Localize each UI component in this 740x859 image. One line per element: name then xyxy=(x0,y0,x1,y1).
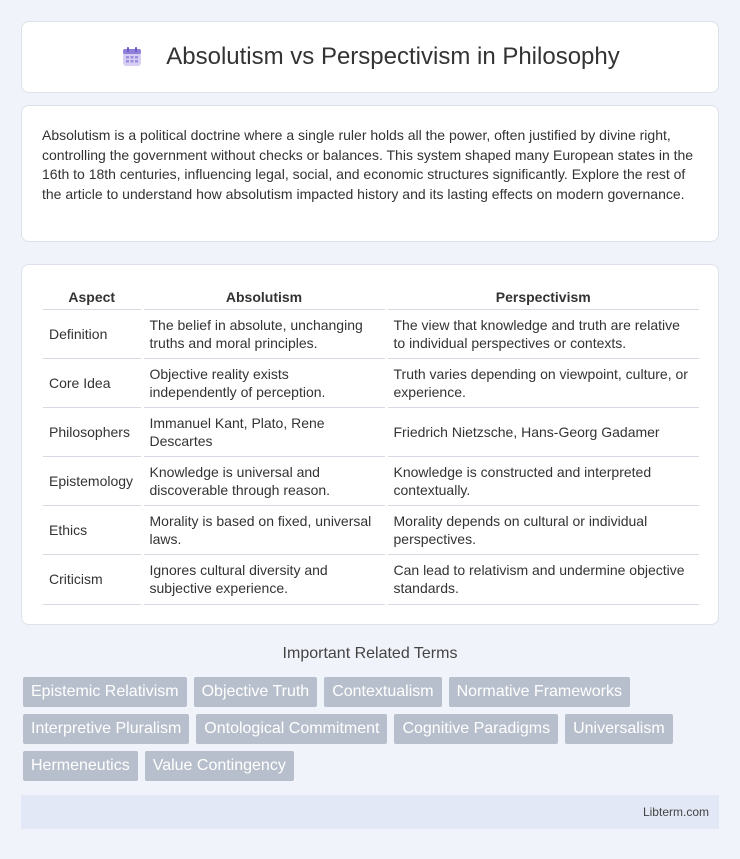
comparison-table xyxy=(43,285,699,605)
table-cell: Philosophers xyxy=(43,407,142,456)
related-term-tag[interactable]: Cognitive Paradigms xyxy=(394,714,558,744)
table-cell: Morality is based on fixed, universal laws. xyxy=(142,505,386,554)
column-header: Absolutism xyxy=(142,285,386,309)
table-cell: Immanuel Kant, Plato, Rene Descartes xyxy=(142,407,386,456)
related-terms-list xyxy=(23,677,723,788)
table-row xyxy=(43,309,699,358)
table-row xyxy=(43,358,699,407)
table-cell: Friedrich Nietzsche, Hans-Georg Gadamer xyxy=(386,407,699,456)
table-cell: Core Idea xyxy=(43,358,142,407)
table-cell: Knowledge is universal and discoverable through reason. xyxy=(142,456,386,505)
table-header-row xyxy=(43,285,699,309)
table-cell: The belief in absolute, unchanging truths and moral principles. xyxy=(142,309,386,358)
column-header: Perspectivism xyxy=(386,285,699,309)
table-cell: Morality depends on cultural or individual perspectives. xyxy=(386,505,699,554)
related-term-tag[interactable]: Objective Truth xyxy=(194,677,318,707)
table-row xyxy=(43,456,699,505)
related-term-tag[interactable]: Epistemic Relativism xyxy=(23,677,187,707)
related-term-tag[interactable]: Value Contingency xyxy=(145,751,294,781)
table-row xyxy=(43,554,699,604)
intro-text: Absolutism is a political doctrine where a single ruler holds all the power, often justified by divine right, controlling the government without checks or balances. This system shaped many European states in the 16th to 18th centuries, influencing legal, social, and economic structures significantly. Explore the rest of the article to understand how absolutism impacted history and its lasting effects on modern governance. xyxy=(42,127,694,202)
table-cell: Objective reality exists independently of perception. xyxy=(142,358,386,407)
related-term-tag[interactable]: Normative Frameworks xyxy=(449,677,630,707)
footer xyxy=(21,795,719,829)
related-term-tag[interactable]: Contextualism xyxy=(324,677,441,707)
page-title: Absolutism vs Perspectivism in Philosophy xyxy=(166,43,620,70)
intro-card xyxy=(21,105,719,242)
table-cell: Knowledge is constructed and interpreted contextually. xyxy=(386,456,699,505)
related-term-tag[interactable]: Hermeneutics xyxy=(23,751,138,781)
table-row xyxy=(43,407,699,456)
related-term-tag[interactable]: Ontological Commitment xyxy=(196,714,387,744)
table-cell: Ignores cultural diversity and subjective experience. xyxy=(142,554,386,604)
related-term-tag[interactable]: Universalism xyxy=(565,714,673,744)
column-header: Aspect xyxy=(43,285,142,309)
comparison-card xyxy=(21,264,719,625)
table-cell: Epistemology xyxy=(43,456,142,505)
calendar-icon xyxy=(120,45,144,69)
table-cell: The view that knowledge and truth are relative to individual perspectives or contexts. xyxy=(386,309,699,358)
table-cell: Can lead to relativism and undermine objective standards. xyxy=(386,554,699,604)
table-cell: Ethics xyxy=(43,505,142,554)
table-cell: Definition xyxy=(43,309,142,358)
footer-site-link[interactable]: Libterm.com xyxy=(642,805,709,819)
header-card xyxy=(21,21,719,93)
table-cell: Truth varies depending on viewpoint, culture, or experience. xyxy=(386,358,699,407)
table-cell: Criticism xyxy=(43,554,142,604)
related-terms-title: Important Related Terms xyxy=(282,645,458,662)
related-term-tag[interactable]: Interpretive Pluralism xyxy=(23,714,189,744)
table-row xyxy=(43,505,699,554)
